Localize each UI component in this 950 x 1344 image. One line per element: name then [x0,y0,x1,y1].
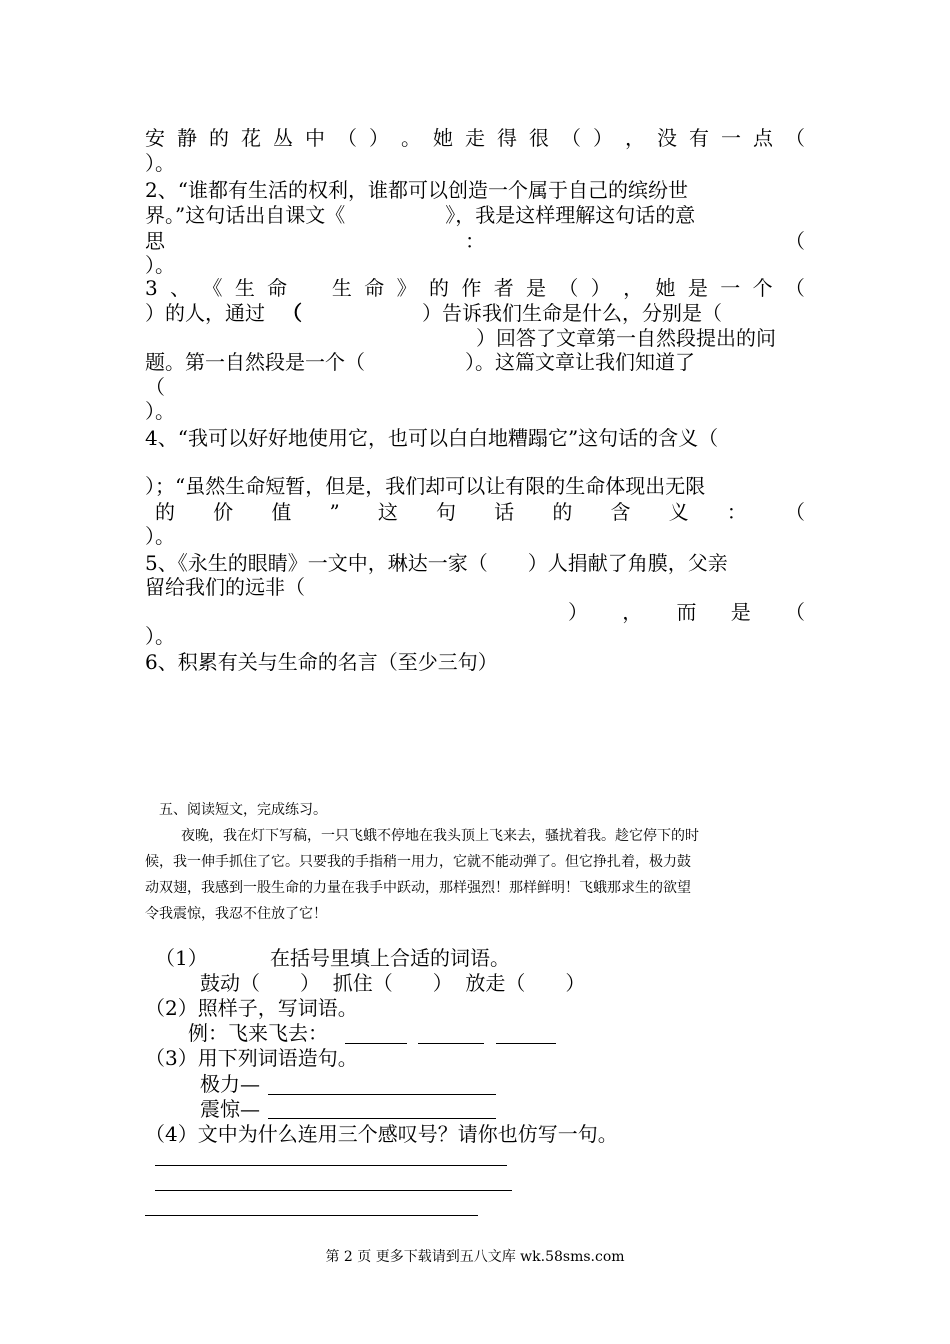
question-4-line-3-char: 值 [271,500,292,524]
question-4-line-3-char: ” [329,500,340,524]
question-5-line-3-char: ） [568,600,588,624]
exercise-1-number: （1） [155,946,208,970]
question-3-line-1-char: 生 [234,276,255,300]
question-4-line-2: ）；“虽然生命短暂，但是，我们却可以让有限的生命体现出无限 [145,474,706,498]
question-3-line-1-char: 是 [526,276,547,300]
question-3-line-6: ）。 [145,399,175,423]
question-1-line-1-char: （ [337,126,357,150]
question-4-line-3-char: 义 [668,500,689,524]
passage-line-1: 夜晚，我在灯下写稿，一只飞蛾不停地在我头顶上飞来去，骚扰着我。趁它停下的时 [181,828,699,844]
question-1-line-1-char: 很 [529,126,549,150]
question-1-line-1-char: 的 [209,126,229,150]
question-2-line-3-char: ： [465,229,485,253]
question-3-line-2b: （ [282,301,302,325]
question-1-line-1-char: ， [625,126,645,150]
question-3-line-5: （ [145,375,165,399]
question-4-line-3-char: 价 [213,500,234,524]
answer-blank-line-2[interactable] [155,1190,512,1191]
question-3-line-1-char: 是 [687,276,708,300]
question-4-line-3-char: ： [726,500,747,524]
question-1-line-1-char: （ [561,126,581,150]
question-5-line-3-char: 而 [676,600,697,624]
answer-blank-line-1[interactable] [155,1165,507,1166]
answer-blank-sentence-1[interactable] [268,1094,496,1095]
exercise-4-instruction: （4）文中为什么连用三个感叹号？请你也仿写一句。 [145,1122,618,1146]
question-1-line-1-char: 点 [753,126,773,150]
question-1-line-1-char: 安 [145,126,165,150]
question-2-line-1: 2、“谁都有生活的权利，谁都可以创造一个属于自己的缤纷世 [145,178,688,202]
question-1-line-1-char: 一 [721,126,741,150]
exercise-3-word-1: 极力— [200,1072,260,1096]
question-1-line-2: ）。 [145,151,175,175]
question-3-line-3: ）回答了文章第一自然段提出的问 [476,326,776,350]
question-1-line-1-char: 得 [497,126,517,150]
question-3-line-1-char: （ [784,276,805,300]
question-5-line-4: ）。 [145,624,175,648]
answer-blank-example-1[interactable] [345,1043,407,1044]
question-1-line-1 [145,126,805,150]
question-5-line-2: 留给我们的远非（ [145,575,305,599]
question-3-line-4: 题。第一自然段是一个（ ）。这篇文章让我们知道了 [145,350,695,374]
question-1-line-1-char: 静 [177,126,197,150]
question-4-line-3-char: 话 [494,500,515,524]
question-3-line-2a: ）的人，通过 [145,301,265,325]
exercise-2-example: 例：飞来飞去： [188,1021,328,1045]
question-1-line-1-char: 丛 [273,126,293,150]
exercise-3-instruction: （3）用下列词语造句。 [145,1046,358,1070]
question-5-line-3-char: ， [622,600,643,624]
page-footer: 第 2 页 更多下载请到五八文库 wk.58sms.com [325,1249,625,1265]
question-1-line-1-char: ） [593,126,613,150]
question-2-line-3-char: （ [785,229,805,253]
question-1-line-1-char: 走 [465,126,485,150]
question-3-line-1-char: ， [623,276,644,300]
answer-blank-line-3[interactable] [145,1215,478,1216]
question-1-line-1-char: ） [369,126,389,150]
question-1-line-1-char: 。 [401,126,421,150]
answer-blank-sentence-2[interactable] [268,1118,496,1119]
question-5-line-3-char: 是 [730,600,751,624]
question-3-line-1-char [300,276,320,300]
question-3-line-1-char: 命 [267,276,288,300]
passage-line-3: 动双翅，我感到一股生命的力量在我手中跃动，那样强烈！那样鲜明！飞蛾那求生的欲望 [145,880,691,896]
question-3-line-1-char: 作 [461,276,482,300]
question-3-line-1 [145,276,805,300]
question-3-line-1-char: 》 [396,276,417,300]
question-4-line-3-char: 这 [377,500,398,524]
question-3-line-1-char: ） [590,276,611,300]
question-2-line-4: ）。 [145,253,175,277]
question-4-line-3 [155,500,805,524]
question-4-line-3-char: （ [784,500,805,524]
question-3-line-1-char: 、 [170,276,191,300]
question-3-line-1-char: 生 [331,276,352,300]
question-2-line-3-char: 思 [145,229,165,253]
question-1-line-1-char: 花 [241,126,261,150]
question-5-line-3-char: （ [785,600,805,624]
exercise-1-words: 鼓动（ ） 抓住（ ） 放走（ ） [200,971,586,995]
question-4-line-3-char: 的 [155,500,175,524]
question-5-line-3 [568,600,805,624]
question-2-line-2: 界。”这句话出自课文《 》，我是这样理解这句话的意 [145,203,696,227]
question-1-line-1-char: 中 [305,126,325,150]
question-5-line-1: 5、《永生的眼睛》一文中，琳达一家（ ）人捐献了角膜，父亲 [145,551,728,575]
question-1-line-1-char: 没 [657,126,677,150]
question-3-line-1-char: 的 [428,276,449,300]
exercise-3-word-2: 震惊— [200,1097,260,1121]
question-4-line-4: ）。 [145,524,175,548]
question-3-line-1-char: 者 [493,276,514,300]
question-3-line-1-char: 3 [145,276,158,300]
question-1-line-1-char: （ [785,126,805,150]
answer-blank-example-2[interactable] [418,1043,484,1044]
passage-line-4: 令我震惊，我忍不住放了它！ [145,906,327,922]
question-3-line-1-char: （ [558,276,579,300]
question-3-line-2c: ）告诉我们生命是什么，分别是（ [422,301,722,325]
question-6-line-1: 6、积累有关与生命的名言（至少三句） [145,650,498,674]
exercise-1-instruction: 在括号里填上合适的词语。 [270,946,510,970]
question-3-line-1-char: 《 [202,276,223,300]
question-3-line-1-char: 她 [655,276,676,300]
answer-blank-example-3[interactable] [496,1043,556,1044]
question-1-line-1-char: 有 [689,126,709,150]
question-3-line-1-char: 命 [364,276,385,300]
question-4-line-3-char: 的 [552,500,573,524]
question-4-line-1: 4、“我可以好好地使用它，也可以白白地糟蹋它”这句话的含义（ [145,426,719,450]
exercise-2-instruction: （2）照样子，写词语。 [145,996,358,1020]
question-4-line-3-char: 含 [610,500,631,524]
question-3-line-1-char: 个 [752,276,773,300]
question-2-line-3 [145,229,805,253]
question-4-line-3-char: 句 [436,500,457,524]
question-1-line-1-char: 她 [433,126,453,150]
section-5-heading: 五、阅读短文，完成练习。 [159,802,327,818]
passage-line-2: 候，我一伸手抓住了它。只要我的手指稍一用力，它就不能动弹了。但它挣扎着，极力鼓 [145,854,691,870]
question-3-line-1-char: 一 [720,276,741,300]
